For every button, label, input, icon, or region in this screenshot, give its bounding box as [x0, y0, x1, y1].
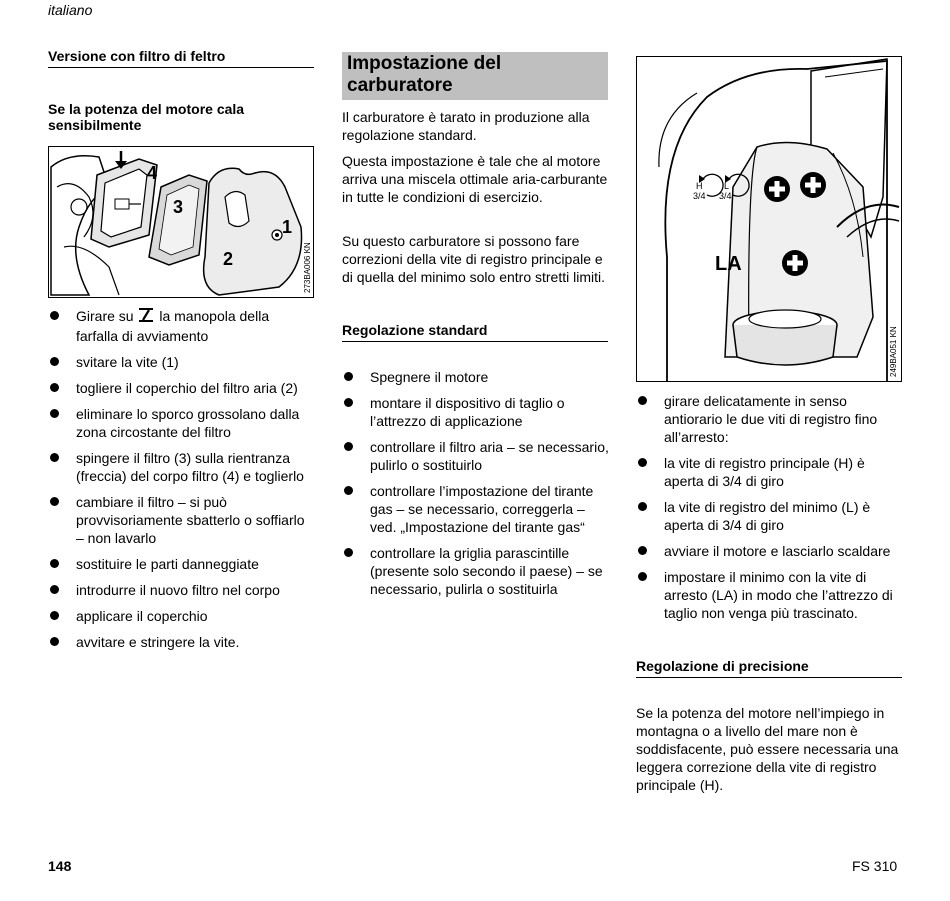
list-item: impostare il minimo con la vite di arresto (LA) in modo che l’attrezzo di taglio non venga più trascinato. — [636, 568, 902, 622]
paragraph: Se la potenza del motore nell’impiego in montagna o a livello del mare non è soddisfacente, può essere necessaria una leggera correzione della vite di registro principale (H). — [636, 705, 899, 793]
list-item: controllare l’impostazione del tirante gas – se necessario, correggerla – ved. „Impostazione del tirante gas“ — [342, 482, 610, 536]
paragraph: Questa impostazione è tale che al motore arriva una miscela ottimale aria-carburante in tutte le condizioni di esercizio. — [342, 153, 608, 205]
subheading-fine-setting: Regolazione di precisione — [636, 658, 902, 678]
list-item: controllare la griglia parascintille (presente solo secondo il paese) – se necessario, pulirla o sostituirla — [342, 544, 610, 598]
list-item-text: Girare su — [76, 308, 134, 324]
fraction-l: 3/4 — [719, 191, 732, 201]
list-item: cambiare il filtro – si può provvisoriamente sbatterlo o soffiarlo – non lavarlo — [48, 493, 314, 547]
list-item: spingere il filtro (3) sulla rientranza (freccia) del corpo filtro (4) e toglierlo — [48, 449, 314, 485]
list-item: la vite di registro principale (H) è aperta di 3/4 di giro — [636, 454, 902, 490]
carburetor-screw-steps — [636, 392, 902, 630]
carburetor-figure — [636, 56, 902, 382]
figure-code: 273BA006 KN — [303, 242, 312, 293]
figure-code: 249BA051 KN — [889, 326, 898, 377]
list-item: applicare il coperchio — [48, 607, 314, 625]
paragraph: Su questo carburatore si possono fare correzioni della vite di registro principale e di quella del minimo solo entro stretti limiti. — [342, 233, 605, 285]
fraction-h: 3/4 — [693, 191, 706, 201]
list-item: introdurre il nuovo filtro nel corpo — [48, 581, 314, 599]
list-item: avviare il motore e lasciarlo scaldare — [636, 542, 902, 560]
list-item: controllare il filtro aria – se necessario, pulirlo o sostituirlo — [342, 438, 610, 474]
paragraph: Il carburatore è tarato in produzione alla regolazione standard. — [342, 109, 590, 143]
list-item: montare il dispositivo di taglio o l’attrezzo di applicazione — [342, 394, 610, 430]
list-item: Spegnere il motore — [342, 368, 610, 386]
figure-label-4: 4 — [147, 163, 158, 183]
carburetor-illustration — [637, 57, 901, 381]
air-filter-illustration — [49, 147, 313, 297]
subheading-standard-setting: Regolazione standard — [342, 322, 608, 342]
choke-symbol-icon — [137, 307, 155, 327]
label-l: L — [724, 181, 730, 191]
list-item: svitare la vite (1) — [48, 353, 314, 371]
list-item-text: la manopola della farfalla di avviamento — [76, 308, 270, 344]
list-item: la vite di registro del minimo (L) è aperta di 3/4 di giro — [636, 498, 902, 534]
figure-label-3: 3 — [173, 197, 184, 217]
language-label: italiano — [48, 2, 93, 18]
model-name: FS 310 — [852, 858, 898, 874]
air-filter-figure — [48, 146, 314, 298]
list-item: togliere il coperchio del filtro aria (2) — [48, 379, 314, 397]
list-item: avvitare e stringere la vite. — [48, 633, 314, 651]
list-item — [48, 307, 314, 345]
felt-filter-steps — [48, 307, 314, 659]
label-h: H — [696, 181, 703, 191]
list-item: girare delicatamente in senso antiorario le due viti di registro fino all’arresto: — [636, 392, 902, 446]
page-number: 148 — [48, 858, 72, 874]
subheading-power-drop: Se la potenza del motore cala sensibilmente — [48, 101, 245, 133]
standard-setting-steps — [342, 368, 610, 606]
list-item: sostituire le parti danneggiate — [48, 555, 314, 573]
list-item: eliminare lo sporco grossolano dalla zona circostante del filtro — [48, 405, 314, 441]
label-la: LA — [715, 253, 742, 275]
figure-label-1: 1 — [282, 217, 293, 237]
section-heading-carburetor: Impostazione del carburatore — [342, 52, 608, 100]
figure-label-2: 2 — [223, 249, 234, 269]
section-heading-felt-filter: Versione con filtro di feltro — [48, 48, 314, 68]
